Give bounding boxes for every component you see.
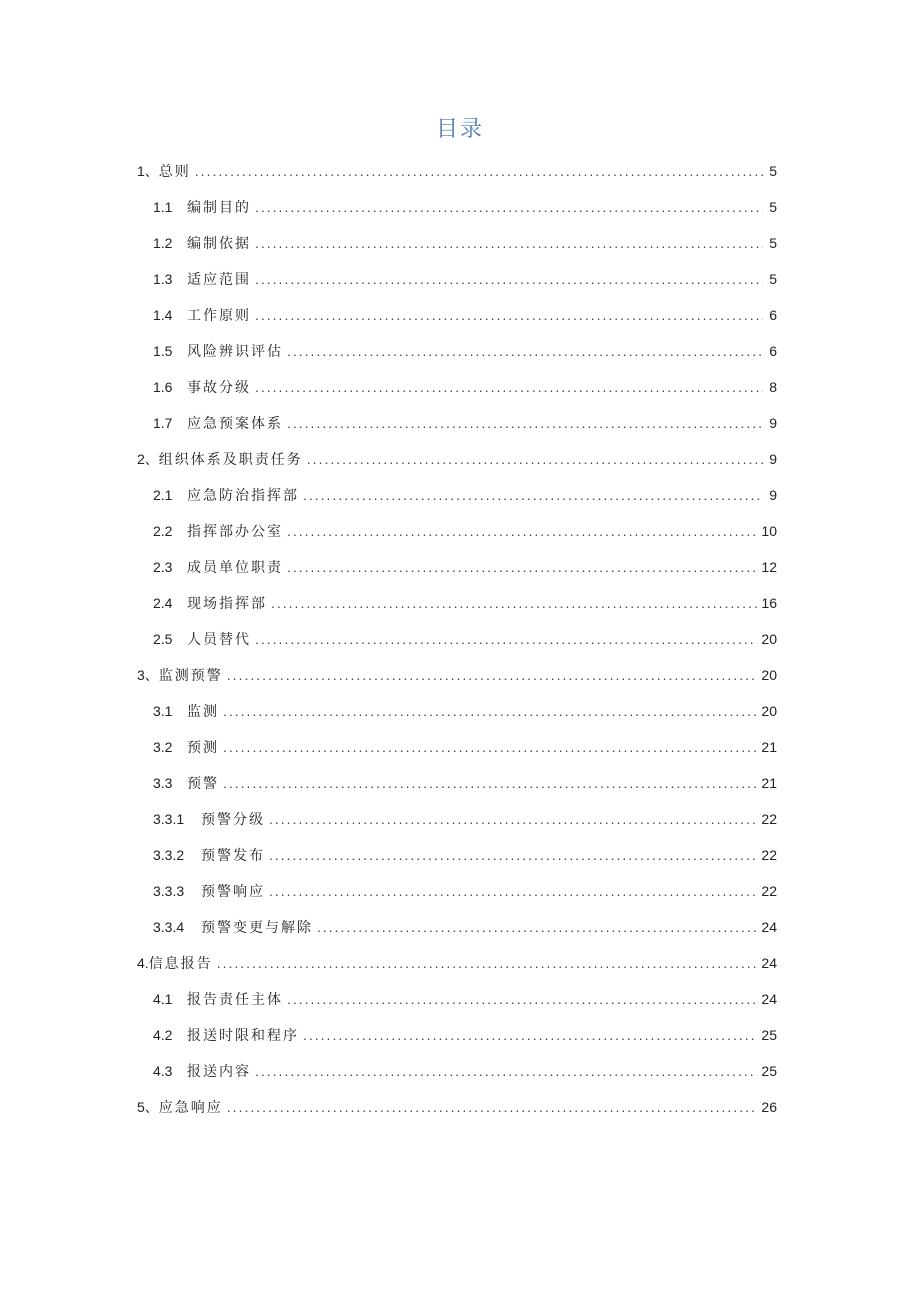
toc-entry-title: 编制依据 [187,236,251,252]
toc-dot-leader [255,297,763,333]
toc-entry-page-number: 20 [761,703,777,719]
toc-entry-number: 1、 [137,163,159,179]
toc-dot-leader [269,837,757,873]
toc-entry[interactable] [137,189,777,225]
toc-dot-leader [287,981,757,1017]
toc-dot-leader [227,1089,758,1125]
toc-entry[interactable] [137,801,777,837]
toc-entry-page-number: 20 [761,667,777,683]
toc-entry-page-number: 25 [761,1027,777,1043]
toc-entry-title: 应急预案体系 [187,416,283,432]
toc-entry[interactable] [137,333,777,369]
toc-entry-title: 组织体系及职责任务 [158,452,303,468]
toc-entry-page-number: 5 [769,271,777,287]
toc-entry-number: 1.1 [153,199,173,215]
toc-entry-page-number: 12 [761,559,777,575]
toc-entry-page-number: 9 [769,487,777,503]
toc-entry[interactable] [137,477,777,513]
toc-entry[interactable] [137,1089,777,1125]
toc-entry[interactable] [137,369,777,405]
toc-entry-number: 4.2 [153,1027,173,1043]
toc-dot-leader [217,945,758,981]
toc-entry-title: 成员单位职责 [187,560,283,576]
toc-entry-page-number: 22 [761,811,777,827]
toc-entry[interactable] [137,225,777,261]
toc-dot-leader [223,693,757,729]
toc-entry-title: 总则 [158,164,191,180]
toc-entry[interactable] [137,585,777,621]
toc-entry-number: 3.1 [153,703,173,719]
toc-entry-page-number: 8 [769,379,777,395]
toc-entry-number: 3.3.3 [153,883,185,899]
toc-entry-page-number: 24 [761,991,777,1007]
toc-entry-title: 人员替代 [187,632,251,648]
toc-entry-number: 1.7 [153,415,173,431]
toc-entry-number: 3、 [137,667,159,683]
toc-entry-page-number: 20 [761,631,777,647]
toc-entry-title: 预警响应 [201,884,265,900]
toc-entry-number: 3.3 [153,775,173,791]
toc-entry-page-number: 6 [769,343,777,359]
toc-dot-leader [317,909,757,945]
toc-entry-title: 信息报告 [148,956,213,972]
toc-entry[interactable] [137,765,777,801]
toc-entry-title: 现场指挥部 [187,596,267,612]
toc-entry-page-number: 5 [769,163,777,179]
toc-entry-number: 4. [137,955,149,971]
toc-entry-page-number: 25 [761,1063,777,1079]
toc-entry-page-number: 16 [761,595,777,611]
toc-entry-number: 3.2 [153,739,173,755]
toc-dot-leader [223,765,757,801]
toc-entry-title: 报告责任主体 [187,992,283,1008]
toc-dot-leader [307,441,763,477]
toc-entry-page-number: 26 [761,1099,777,1115]
toc-entry-title: 预测 [187,740,219,756]
toc-entry-title: 指挥部办公室 [187,524,283,540]
toc-entry-page-number: 21 [761,739,777,755]
toc-entry-number: 2.3 [153,559,173,575]
toc-entry-number: 1.3 [153,271,173,287]
toc-entry-number: 3.3.1 [153,811,185,827]
toc-entry[interactable] [137,1053,777,1089]
table-of-contents [137,153,777,1125]
toc-entry-title: 预警 [187,776,219,792]
toc-entry-title: 预警发布 [201,848,265,864]
toc-entry-title: 报送时限和程序 [187,1028,299,1044]
toc-dot-leader [255,189,763,225]
toc-entry-page-number: 5 [769,199,777,215]
toc-entry[interactable] [137,513,777,549]
toc-entry-title: 工作原则 [187,308,251,324]
toc-entry-title: 风险辨识评估 [187,344,283,360]
page-title: 目录 [435,117,484,142]
toc-entry-number: 2、 [137,451,159,467]
toc-dot-leader [287,513,757,549]
toc-dot-leader [269,873,757,909]
toc-entry[interactable] [137,549,777,585]
toc-entry-title: 监测预警 [158,668,223,684]
toc-entry[interactable] [137,621,777,657]
toc-entry-number: 4.1 [153,991,173,1007]
toc-dot-leader [255,261,763,297]
toc-dot-leader [195,153,763,189]
toc-entry-page-number: 24 [761,955,777,971]
toc-entry-page-number: 5 [769,235,777,251]
toc-dot-leader [227,657,758,693]
toc-entry-title: 适应范围 [187,272,251,288]
toc-entry[interactable] [137,657,777,693]
toc-entry-number: 1.2 [153,235,173,251]
toc-entry-page-number: 22 [761,847,777,863]
toc-dot-leader [269,801,757,837]
toc-entry[interactable] [137,297,777,333]
toc-entry-title: 事故分级 [187,380,251,396]
toc-entry[interactable] [137,405,777,441]
toc-entry-number: 3.3.4 [153,919,185,935]
toc-entry-number: 2.1 [153,487,173,503]
toc-entry-title: 报送内容 [187,1064,251,1080]
toc-entry-page-number: 9 [769,451,777,467]
toc-entry[interactable] [137,261,777,297]
toc-entry-number: 2.2 [153,523,173,539]
toc-entry-title: 应急响应 [158,1100,223,1116]
toc-entry-number: 2.5 [153,631,173,647]
toc-entry-number: 1.6 [153,379,173,395]
toc-entry-title: 监测 [187,704,219,720]
toc-entry[interactable] [137,693,777,729]
toc-dot-leader [255,225,763,261]
toc-dot-leader [287,333,763,369]
toc-entry-title: 预警分级 [201,812,265,828]
toc-dot-leader [255,369,763,405]
toc-entry-page-number: 22 [761,883,777,899]
toc-entry-number: 4.3 [153,1063,173,1079]
toc-entry[interactable] [137,441,777,477]
toc-entry[interactable] [137,729,777,765]
toc-entry[interactable] [137,1017,777,1053]
toc-entry-page-number: 10 [761,523,777,539]
toc-dot-leader [287,405,763,441]
toc-entry-page-number: 6 [769,307,777,323]
toc-entry-number: 2.4 [153,595,173,611]
toc-dot-leader [255,621,757,657]
toc-entry[interactable] [137,909,777,945]
toc-dot-leader [271,585,757,621]
toc-entry-title: 编制目的 [187,200,251,216]
toc-entry[interactable] [137,945,777,981]
toc-dot-leader [303,1017,757,1053]
toc-entry[interactable] [137,153,777,189]
toc-dot-leader [223,729,757,765]
toc-entry-title: 预警变更与解除 [201,920,313,936]
toc-entry-number: 5、 [137,1099,159,1115]
toc-entry[interactable] [137,837,777,873]
toc-dot-leader [287,549,757,585]
toc-entry-page-number: 9 [769,415,777,431]
toc-entry-page-number: 21 [761,775,777,791]
toc-entry-number: 1.4 [153,307,173,323]
toc-entry-page-number: 24 [761,919,777,935]
toc-dot-leader [255,1053,757,1089]
toc-entry-number: 1.5 [153,343,173,359]
toc-dot-leader [303,477,763,513]
toc-entry-title: 应急防治指挥部 [187,488,299,504]
toc-entry[interactable] [137,873,777,909]
toc-entry[interactable] [137,981,777,1017]
toc-entry-number: 3.3.2 [153,847,185,863]
